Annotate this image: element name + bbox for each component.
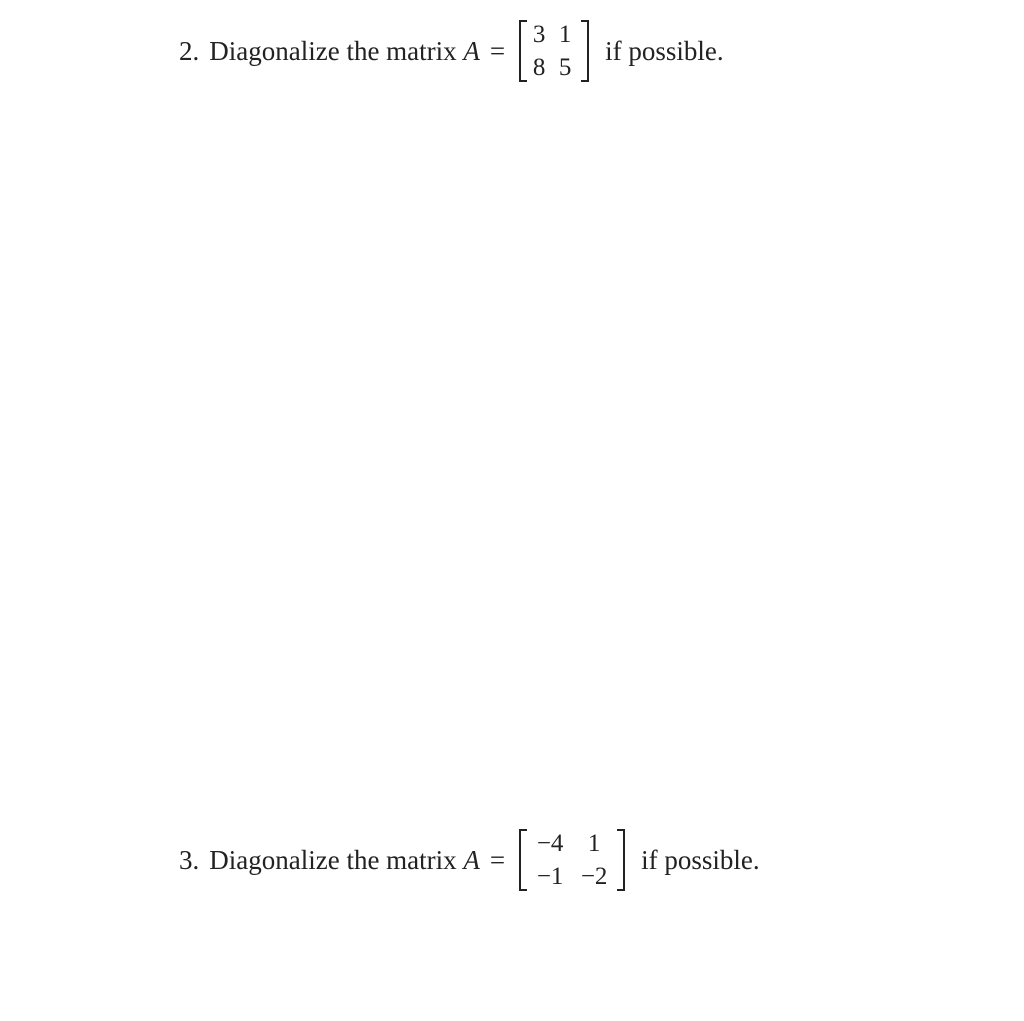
right-bracket <box>581 20 589 82</box>
problem-2 <box>179 20 724 82</box>
matrix-variable: A <box>463 844 480 875</box>
matrix-cell: 8 <box>532 54 546 81</box>
matrix-variable: A <box>463 35 480 66</box>
right-bracket <box>617 829 625 891</box>
equals-sign: = <box>489 844 506 875</box>
problem-number: 3. <box>179 844 200 875</box>
matrix-cell: 1 <box>558 21 572 48</box>
matrix-cell: 1 <box>587 830 601 857</box>
matrix-cell: −1 <box>536 863 564 890</box>
equals-sign: = <box>489 35 506 66</box>
matrix <box>519 829 625 891</box>
problem-3 <box>179 829 760 891</box>
problem-statement: Diagonalize the matrix <box>209 35 457 66</box>
problem-statement: Diagonalize the matrix <box>209 844 457 875</box>
matrix-cell: −2 <box>580 863 608 890</box>
matrix-cell: −4 <box>536 830 564 857</box>
problem-number: 2. <box>179 35 200 66</box>
left-bracket <box>519 829 527 891</box>
problem-suffix: if possible. <box>641 844 760 875</box>
problem-suffix: if possible. <box>605 35 724 66</box>
left-bracket <box>519 20 527 82</box>
matrix-cell: 3 <box>532 21 546 48</box>
matrix <box>519 20 589 82</box>
matrix-cell: 5 <box>558 54 572 81</box>
